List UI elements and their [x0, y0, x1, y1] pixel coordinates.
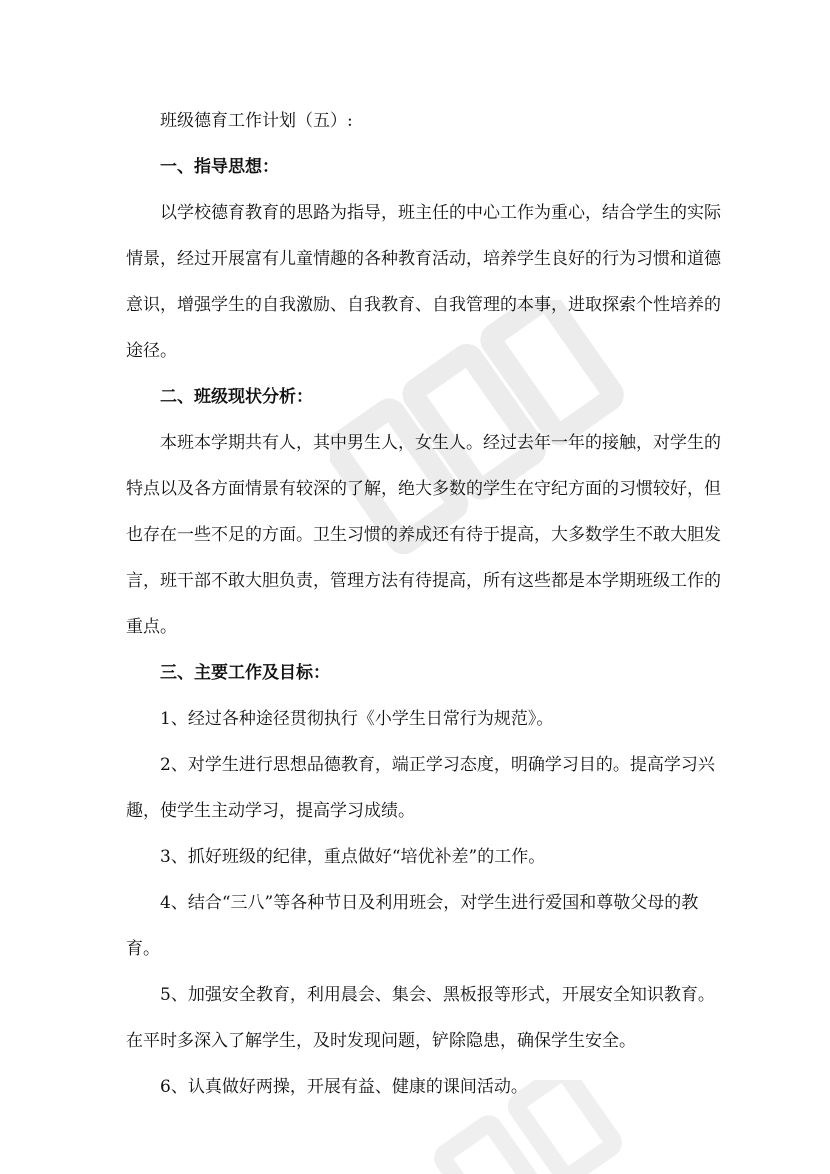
- paragraph-line: 重点。: [126, 617, 177, 637]
- list-item-continuation: 在平时多深入了解学生，及时发现问题，铲除隐患，确保学生安全。: [126, 1031, 636, 1051]
- list-item-continuation: 育。: [126, 939, 160, 959]
- list-item-continuation: 趣，使学生主动学习，提高学习成绩。: [126, 801, 415, 821]
- list-item: 4、结合“三八”等各种节日及利用班会，对学生进行爱国和尊敬父母的教: [160, 893, 699, 913]
- document-body: [126, 110, 721, 1099]
- list-item: 6、认真做好两操，开展有益、健康的课间活动。: [160, 1077, 528, 1097]
- document-title: 班级德育工作计划（五）:: [160, 111, 353, 131]
- paragraph-line: 特点以及各方面情景有较深的了解，绝大多数的学生在守纪方面的习惯较好，但: [126, 479, 721, 499]
- paragraph-line: 途径。: [126, 341, 177, 361]
- list-item: 1、经过各种途径贯彻执行《小学生日常行为规范》。: [160, 709, 554, 729]
- paragraph-line: 情景，经过开展富有儿童情趣的各种教育活动，培养学生良好的行为习惯和道德: [126, 249, 721, 269]
- paragraph-line: 以学校德育教育的思路为指导，班主任的中心工作为重心，结合学生的实际: [160, 203, 721, 223]
- list-item: 2、对学生进行思想品德教育，端正学习态度，明确学习目的。提高学习兴: [160, 755, 715, 775]
- paragraph-line: 意识，增强学生的自我激励、自我教育、自我管理的本事，进取探索个性培养的: [126, 295, 721, 315]
- section-heading: 三、主要工作及目标：: [160, 663, 330, 683]
- paragraph-line: 也存在一些不足的方面。卫生习惯的养成还有待于提高，大多数学生不敢大胆发: [126, 525, 721, 545]
- paragraph-line: 本班本学期共有人，其中男生人，女生人。经过去年一年的接触，对学生的: [160, 433, 721, 453]
- list-item: 5、加强安全教育，利用晨会、集会、黑板报等形式，开展安全知识教育。: [160, 985, 715, 1005]
- section-heading: 一、指导思想：: [160, 157, 279, 177]
- paragraph-line: 言，班干部不敢大胆负责，管理方法有待提高，所有这些都是本学期班级工作的: [126, 571, 721, 591]
- list-item: 3、抓好班级的纪律，重点做好“培优补差”的工作。: [160, 847, 546, 867]
- section-heading: 二、班级现状分析：: [160, 387, 313, 407]
